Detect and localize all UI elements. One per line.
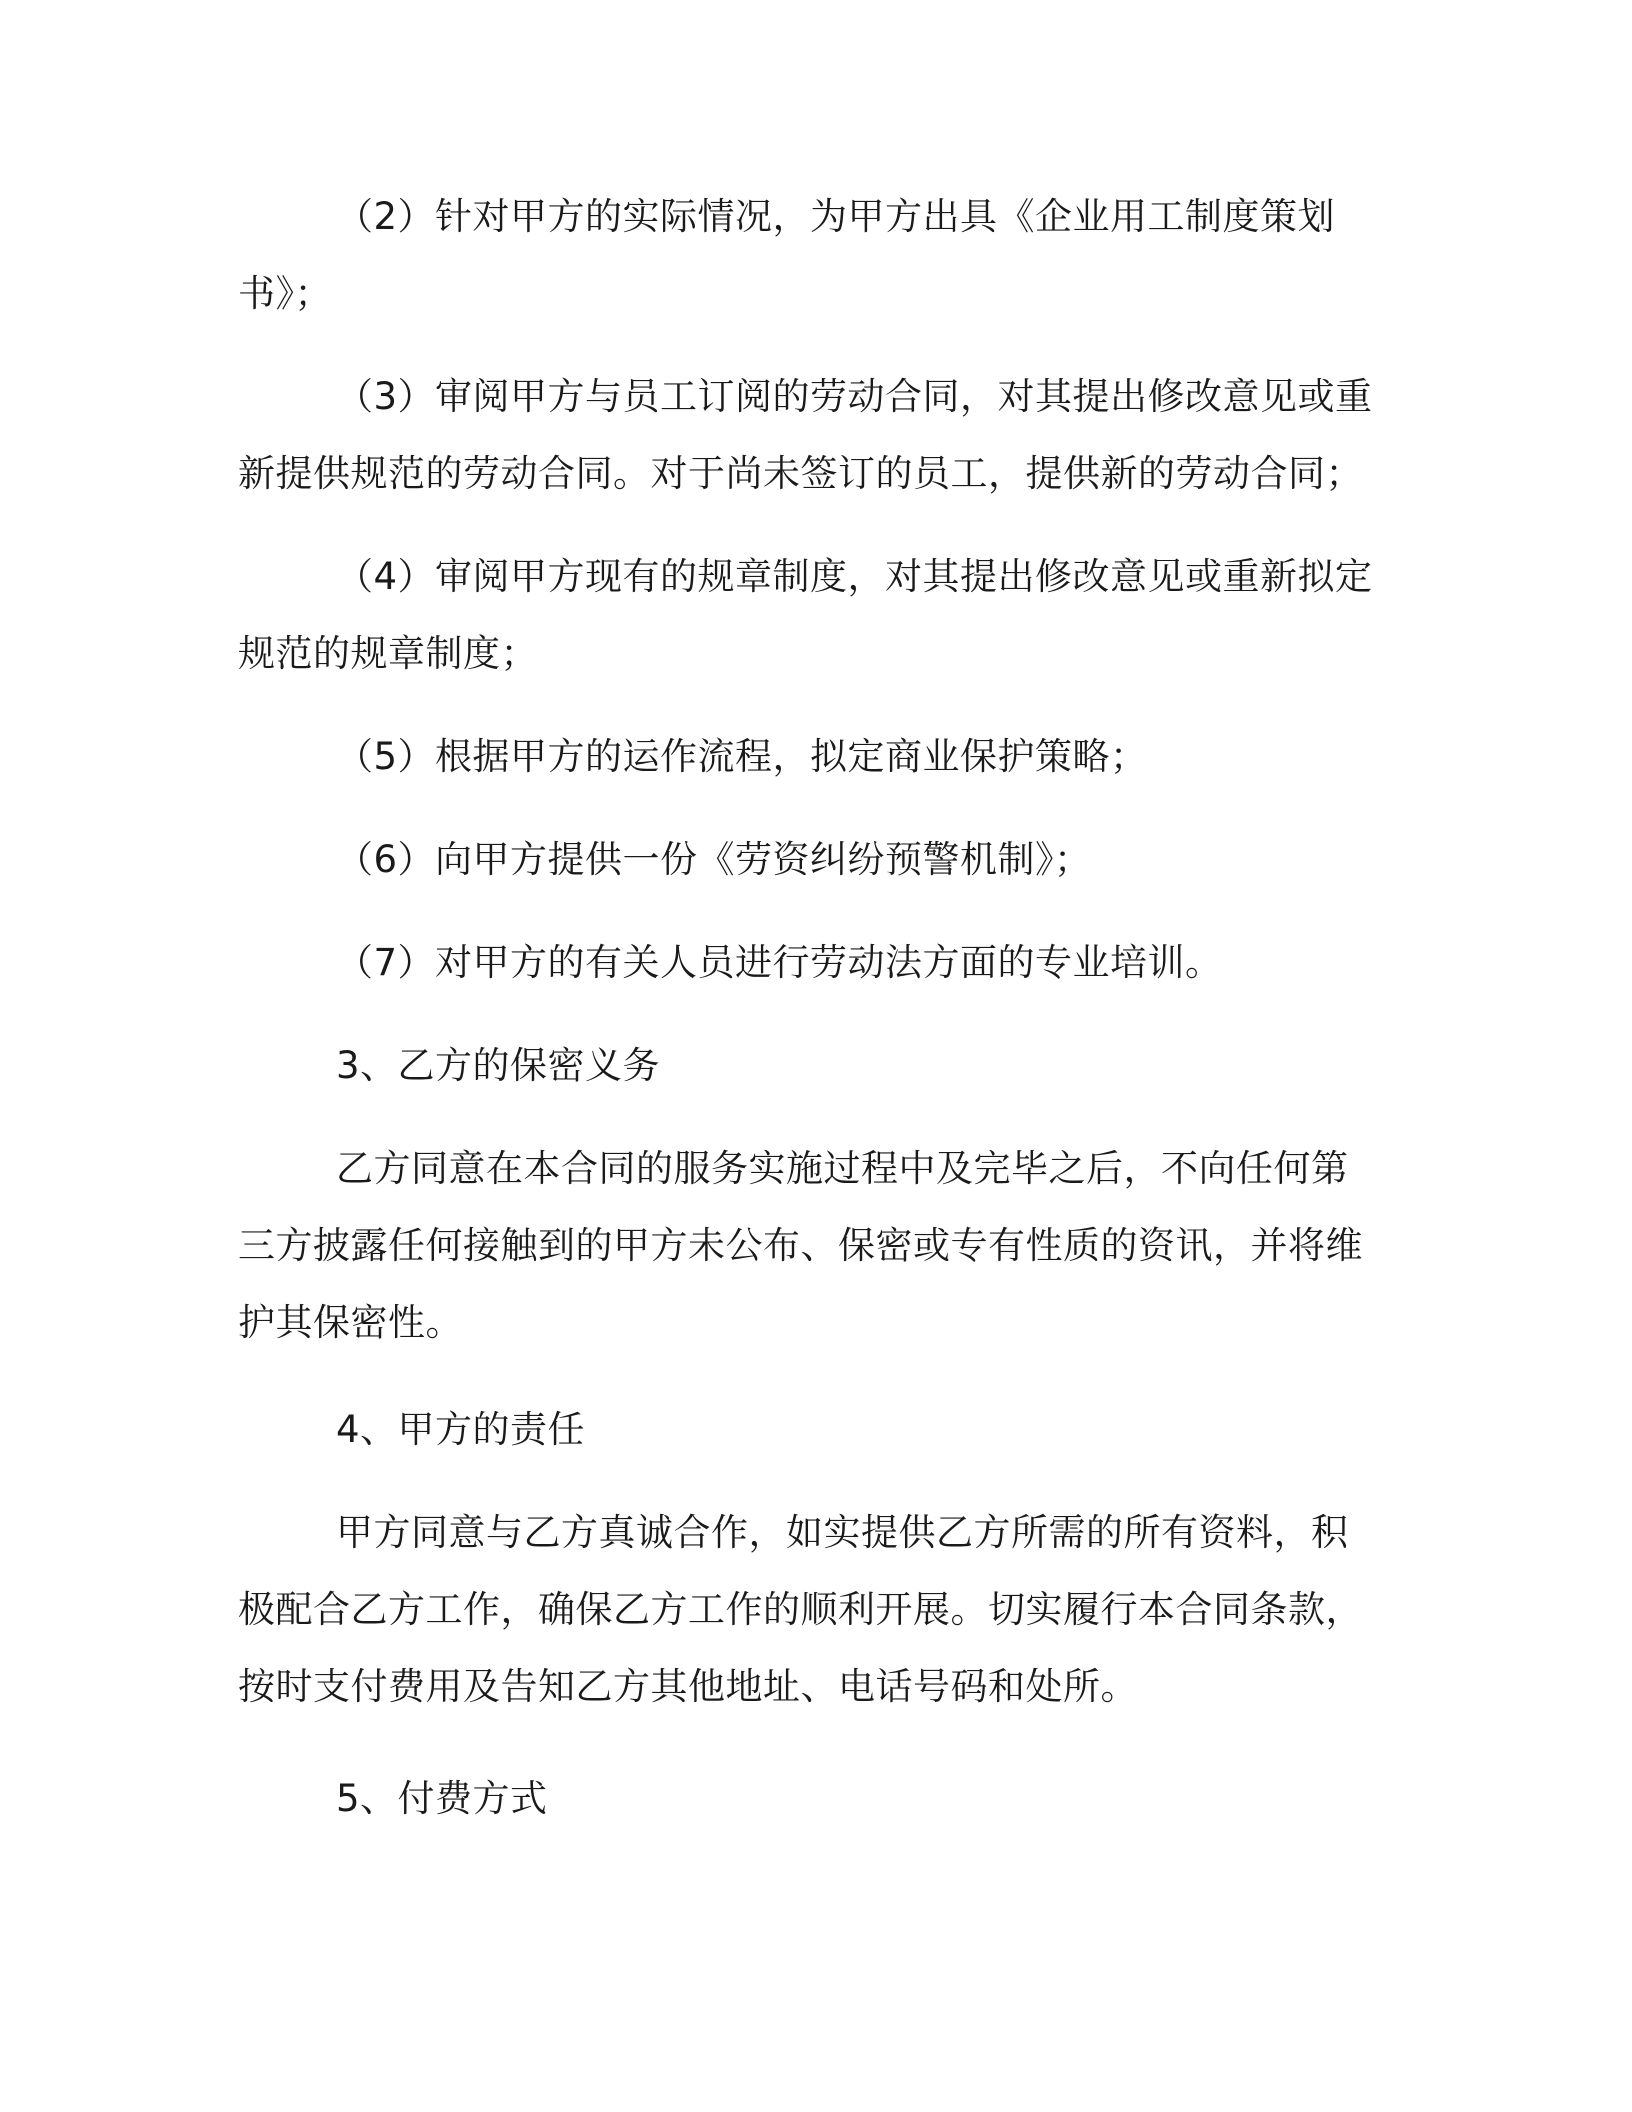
clause-4-item: （4）审阅甲方现有的规章制度，对其提出修改意见或重新拟定规范的规章制度； <box>238 555 1373 675</box>
clause-7-item: （7）对甲方的有关人员进行劳动法方面的专业培训。 <box>336 941 1223 984</box>
section-heading-party-a-duties: 4、甲方的责任 <box>336 1408 586 1451</box>
clause-6-item: （6）向甲方提供一份《劳资纠纷预警机制》； <box>336 838 1092 881</box>
section-heading-confidentiality: 3、乙方的保密义务 <box>336 1044 661 1087</box>
clause-5-item: （5）根据甲方的运作流程，拟定商业保护策略； <box>336 735 1148 778</box>
section-heading-payment: 5、付费方式 <box>336 1777 548 1820</box>
clause-2-item: （2）针对甲方的实际情况，为甲方出具《企业用工制度策划书》； <box>238 195 1336 315</box>
document-body <box>238 178 1378 1837</box>
clause-3-item: （3）审阅甲方与员工订阅的劳动合同，对其提出修改意见或重新提供规范的劳动合同。对于尚未签订的员工，提供新的劳动合同； <box>238 375 1373 495</box>
confidentiality-paragraph: 乙方同意在本合同的服务实施过程中及完毕之后，不向任何第三方披露任何接触到的甲方未公布、保密或专有性质的资讯，并将维护其保密性。 <box>238 1147 1363 1344</box>
party-a-duties-paragraph: 甲方同意与乙方真诚合作，如实提供乙方所需的所有资料，积极配合乙方工作，确保乙方工作的顺利开展。切实履行本合同条款， 按时支付费用及告知乙方其他地址、电话号码和处所。 <box>238 1511 1363 1708</box>
